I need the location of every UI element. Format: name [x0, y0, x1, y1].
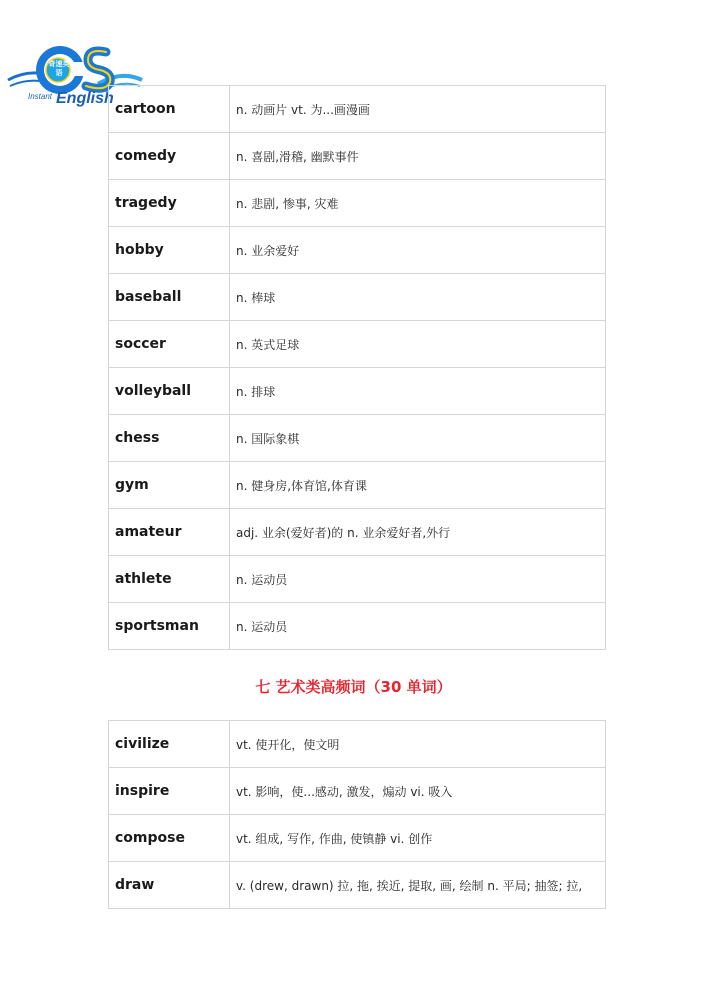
definition-cell: vt. 组成, 写作, 作曲, 使镇静 vi. 创作 — [230, 815, 606, 862]
word-cell: volleyball — [109, 368, 230, 415]
word-cell: tragedy — [109, 180, 230, 227]
section-heading: 七 艺术类高频词（30 单词） — [255, 678, 452, 696]
definition-cell: n. 排球 — [230, 368, 606, 415]
definition-cell: n. 悲剧, 惨事, 灾难 — [230, 180, 606, 227]
table-row — [109, 133, 606, 180]
table-row — [109, 274, 606, 321]
definition-cell: n. 动画片 vt. 为...画漫画 — [230, 86, 606, 133]
table-row — [109, 368, 606, 415]
table-row — [109, 603, 606, 650]
definition-cell: adj. 业余(爱好者)的 n. 业余爱好者,外行 — [230, 509, 606, 556]
table-row — [109, 227, 606, 274]
table-row — [109, 768, 606, 815]
definition-cell: vt. 使开化，使文明 — [230, 721, 606, 768]
definition-cell: n. 运动员 — [230, 603, 606, 650]
word-cell: sportsman — [109, 603, 230, 650]
definition-cell: n. 喜剧,滑稽, 幽默事件 — [230, 133, 606, 180]
definition-cell: n. 国际象棋 — [230, 415, 606, 462]
table-row — [109, 180, 606, 227]
word-cell: amateur — [109, 509, 230, 556]
logo-brand-mark: 奇速英语 — [48, 60, 70, 77]
table-row — [109, 462, 606, 509]
definition-cell: n. 英式足球 — [230, 321, 606, 368]
word-cell: chess — [109, 415, 230, 462]
word-cell: soccer — [109, 321, 230, 368]
table-row — [109, 509, 606, 556]
definition-cell: v. (drew, drawn) 拉, 拖, 挨近, 提取, 画, 绘制 n. 平局; 抽签; 拉, — [230, 862, 606, 909]
table-row — [109, 815, 606, 862]
word-cell: draw — [109, 862, 230, 909]
table-row — [109, 415, 606, 462]
table-row — [109, 321, 606, 368]
definition-cell: n. 运动员 — [230, 556, 606, 603]
definition-cell: n. 健身房,体育馆,体育课 — [230, 462, 606, 509]
logo-sub-main: English — [56, 90, 114, 107]
word-cell: baseball — [109, 274, 230, 321]
word-cell: cartoon — [109, 86, 230, 133]
table-row — [109, 721, 606, 768]
table-row — [109, 556, 606, 603]
vocab-table-arts — [108, 720, 606, 909]
word-cell: comedy — [109, 133, 230, 180]
word-cell: compose — [109, 815, 230, 862]
word-cell: athlete — [109, 556, 230, 603]
word-cell: civilize — [109, 721, 230, 768]
logo-sub-left: Instant — [28, 92, 53, 101]
definition-cell: vt. 影响，使...感动, 激发，煽动 vi. 吸入 — [230, 768, 606, 815]
definition-cell: n. 棒球 — [230, 274, 606, 321]
vocab-table-sports — [108, 85, 606, 650]
word-cell: inspire — [109, 768, 230, 815]
definition-cell: n. 业余爱好 — [230, 227, 606, 274]
word-cell: hobby — [109, 227, 230, 274]
table-row — [109, 86, 606, 133]
table-row — [109, 862, 606, 909]
word-cell: gym — [109, 462, 230, 509]
